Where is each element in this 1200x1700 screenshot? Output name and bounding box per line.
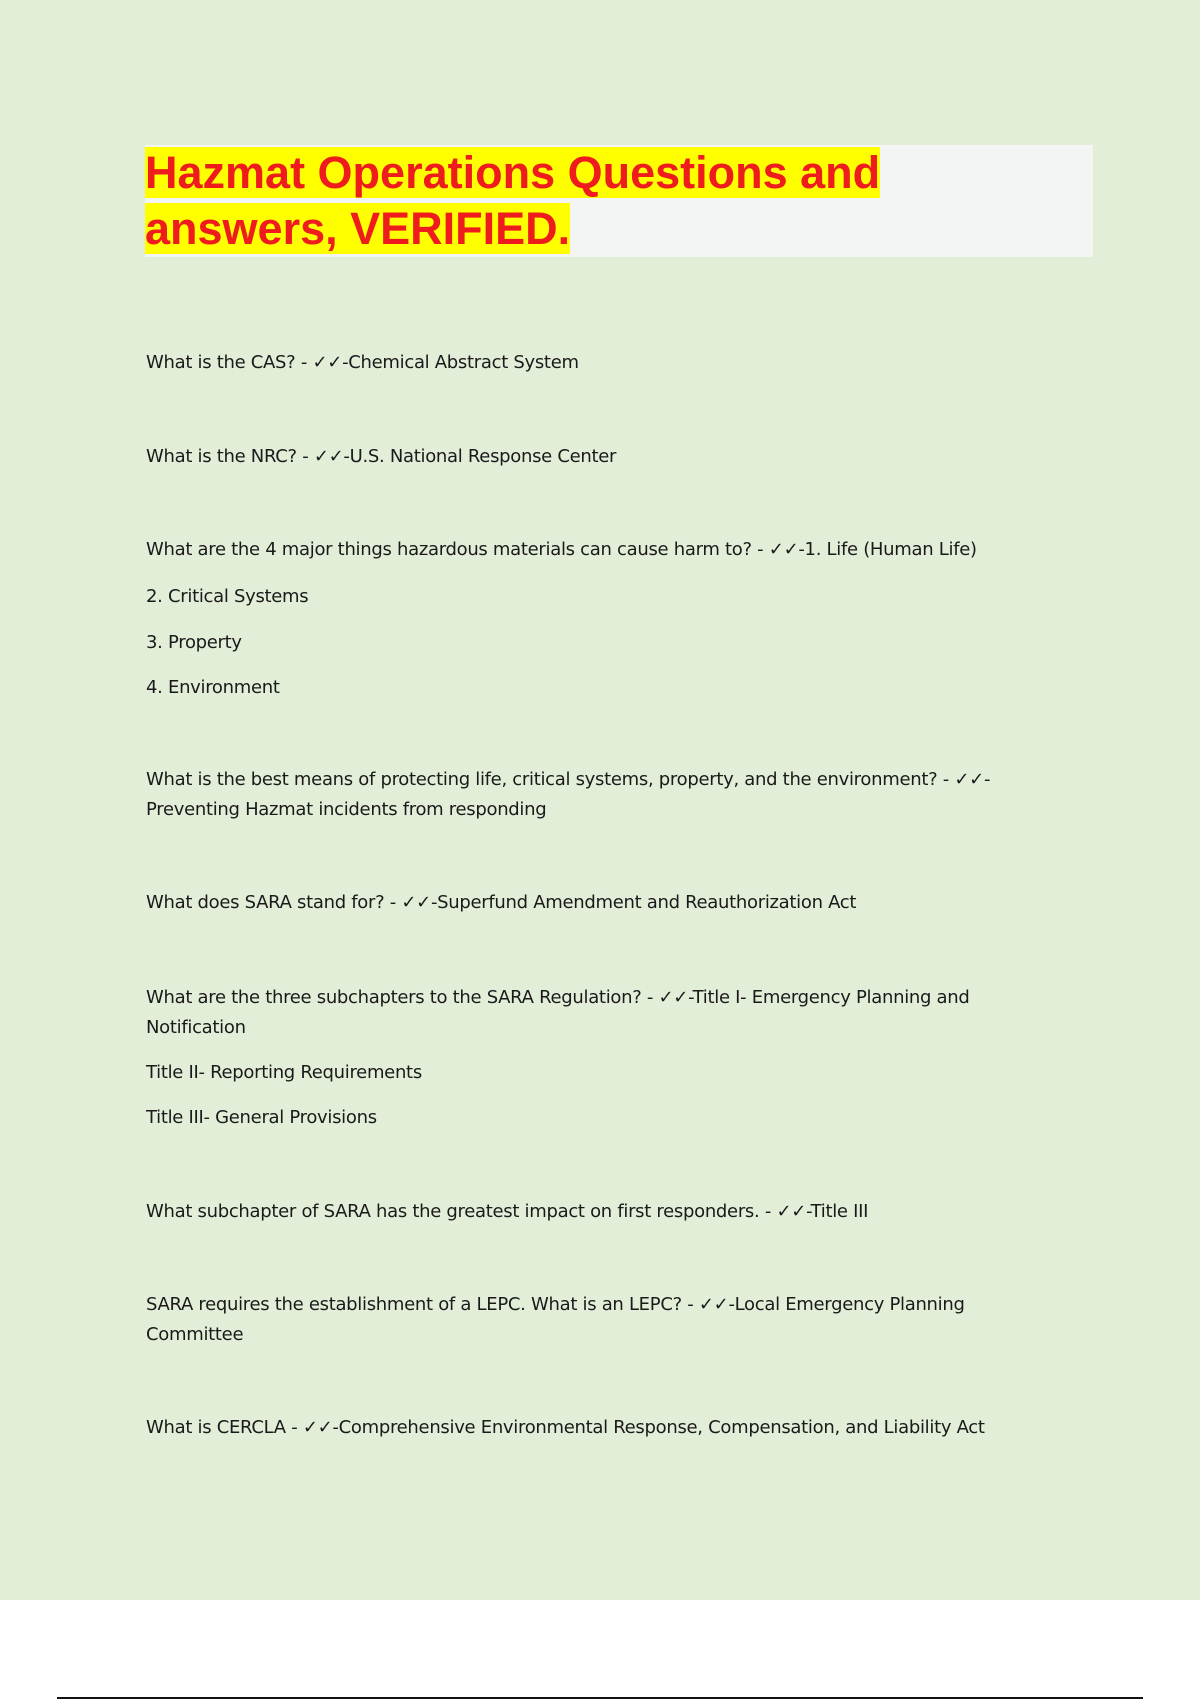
answer-text: -U.S. National Response Center: [343, 446, 617, 467]
qa-item: [146, 888, 1046, 918]
document-title: [145, 145, 1093, 257]
title-line-2: answers, VERIFIED.: [145, 203, 571, 254]
answer-text: -Title III: [806, 1201, 869, 1222]
qa-item: [146, 1197, 1046, 1227]
answer-text: -Local Emergency Planning Committee: [146, 1294, 965, 1345]
answer-text: -1. Life (Human Life): [798, 539, 977, 560]
answer-text: -Title I- Emergency Planning and Notification: [146, 987, 970, 1038]
qa-item: [146, 348, 1046, 378]
double-check-icon: ✓✓: [401, 892, 431, 913]
double-check-icon: ✓✓: [768, 539, 799, 560]
answer-continuation: 2. Critical Systems: [146, 586, 309, 607]
double-check-icon: ✓✓: [698, 1294, 729, 1315]
double-check-icon: ✓✓: [313, 446, 344, 467]
answer-text: -Comprehensive Environmental Response, Compensation, and Liability Act: [332, 1417, 985, 1438]
answer-text: -Preventing Hazmat incidents from responding: [146, 769, 991, 820]
qa-item: [146, 765, 1046, 825]
question-text: What subchapter of SARA has the greatest impact on first responders. -: [146, 1201, 777, 1222]
question-text: What is the NRC? -: [146, 446, 314, 467]
qa-item: [146, 983, 1046, 1043]
answer-text: -Superfund Amendment and Reauthorization Act: [430, 892, 857, 913]
question-text: What is the best means of protecting life, critical systems, property, and the environment? -: [146, 769, 955, 790]
double-check-icon: ✓✓: [312, 352, 343, 373]
title-block: [145, 145, 1093, 257]
qa-item: [146, 1413, 1046, 1443]
answer-continuation: Title III- General Provisions: [146, 1107, 377, 1128]
question-text: What are the 4 major things hazardous materials can cause harm to? -: [146, 539, 769, 560]
question-text: What is CERCLA -: [146, 1417, 303, 1438]
double-check-icon: ✓✓: [954, 769, 984, 790]
question-text: What is the CAS? -: [146, 352, 313, 373]
double-check-icon: ✓✓: [776, 1201, 807, 1222]
answer-continuation: Title II- Reporting Requirements: [146, 1062, 422, 1083]
question-text: What does SARA stand for? -: [146, 892, 402, 913]
question-text: SARA requires the establishment of a LEPC. What is an LEPC? -: [146, 1294, 699, 1315]
qa-item: [146, 1290, 1046, 1350]
question-text: What are the three subchapters to the SARA Regulation? -: [146, 987, 659, 1008]
title-line-1: Hazmat Operations Questions and: [145, 147, 881, 198]
double-check-icon: ✓✓: [302, 1417, 333, 1438]
answer-continuation: 3. Property: [146, 632, 242, 653]
answer-continuation: 4. Environment: [146, 677, 280, 698]
answer-text: -Chemical Abstract System: [342, 352, 579, 373]
qa-item: [146, 535, 1046, 565]
double-check-icon: ✓✓: [658, 987, 689, 1008]
footer-divider: [57, 1697, 1143, 1699]
qa-item: [146, 442, 1046, 472]
